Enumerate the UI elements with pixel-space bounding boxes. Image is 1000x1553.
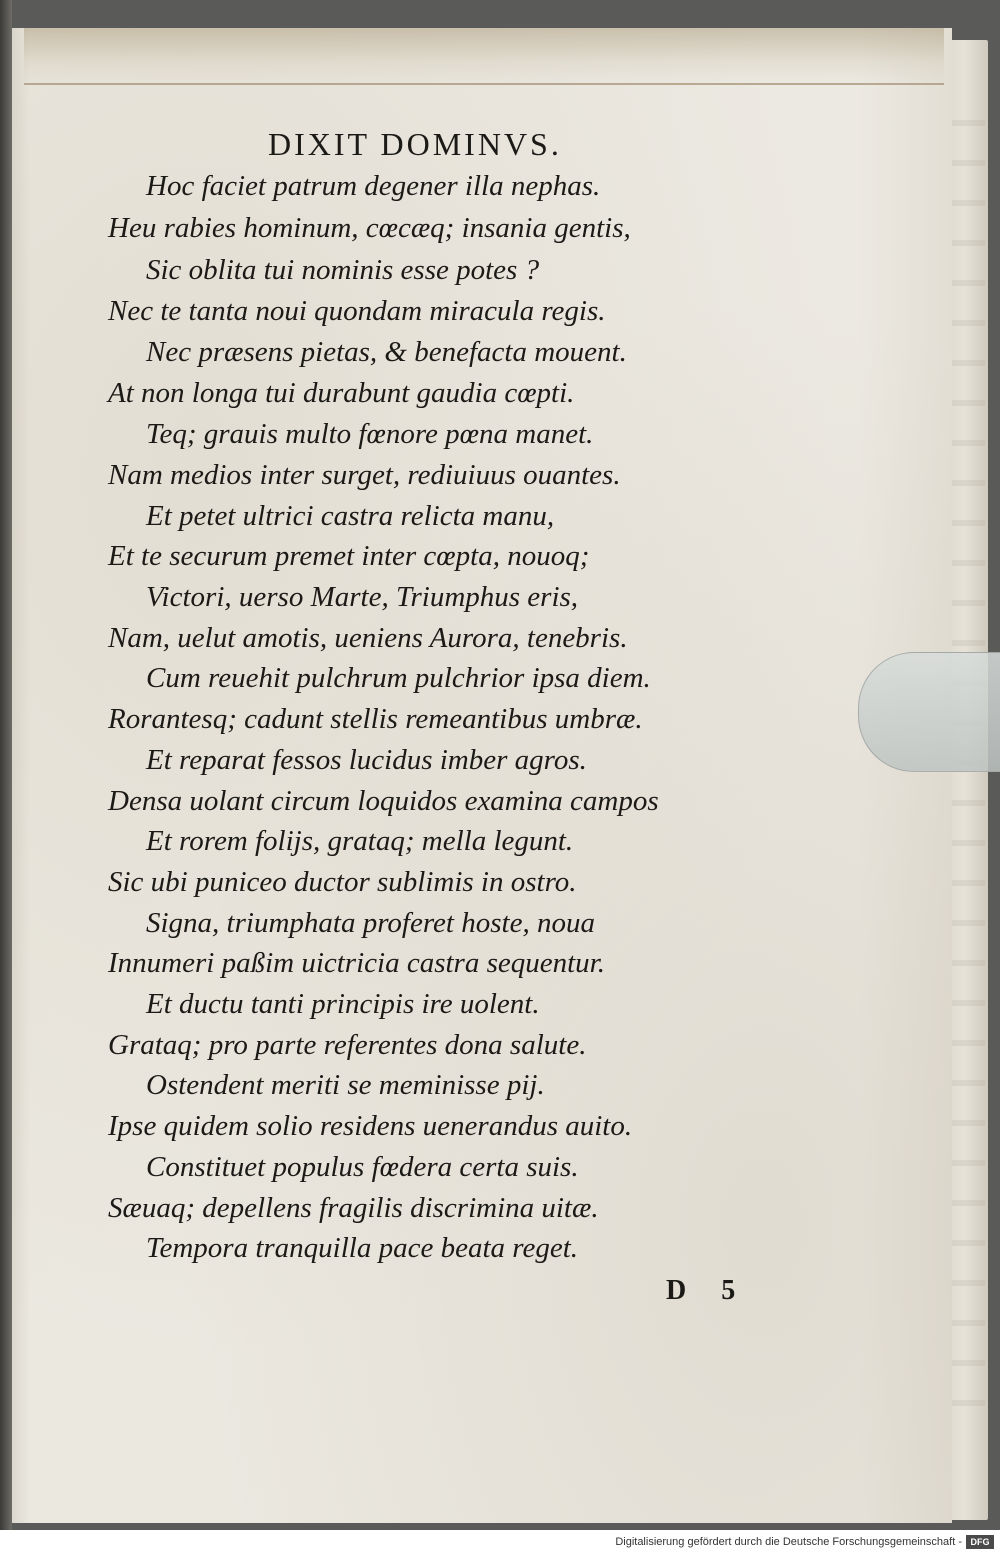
verse-line: Nam, uelut amotis, ueniens Aurora, tenebris. <box>108 622 628 654</box>
signature-mark: D 5 <box>666 1275 750 1306</box>
verse-line: Nec præsens pietas, & benefacta mouent. <box>146 336 627 368</box>
verse-line: Ostendent meriti se meminisse pij. <box>146 1069 545 1101</box>
verse-line: Victori, uerso Marte, Triumphus eris, <box>146 581 579 613</box>
verse-line: Sic oblita tui nominis esse potes ? <box>146 254 540 286</box>
verse-line: Teq; grauis multo fœnore pœna manet. <box>146 418 594 450</box>
verse-line: Innumeri paßim uictricia castra sequentur. <box>108 947 605 979</box>
verse-line: Et te securum premet inter cœpta, nouoq; <box>108 540 590 572</box>
running-header: DIXIT DOMINVS. <box>268 126 562 162</box>
verse-line: Rorantesq; cadunt stellis remeantibus umbræ. <box>108 703 643 735</box>
verse-line: Signa, triumphata proferet hoste, noua <box>146 907 595 939</box>
verse-line: Et petet ultrici castra relicta manu, <box>146 500 555 532</box>
verse-line: Hoc faciet patrum degener illa nephas. <box>146 170 601 202</box>
verse-line: Sic ubi puniceo ductor sublimis in ostro. <box>108 866 577 898</box>
verse-line: Nam medios inter surget, rediuiuus ouantes. <box>108 459 621 491</box>
verse-line: Et rorem folijs, grataq; mella legunt. <box>146 825 574 857</box>
verse-line: Tempora tranquilla pace beata reget. <box>146 1232 579 1264</box>
verse-line: Ipse quidem solio residens uenerandus auito. <box>108 1110 633 1142</box>
verse-line: Cum reuehit pulchrum pulchrior ipsa diem. <box>146 662 651 694</box>
verse-line: Constituet populus fœdera certa suis. <box>146 1151 579 1183</box>
verse-line: Densa uolant circum loquidos examina campos <box>108 785 659 817</box>
dfg-logo-icon: DFG <box>966 1535 994 1549</box>
verse-line: Grataq; pro parte referentes dona salute. <box>108 1029 587 1061</box>
verse-line: Et reparat fessos lucidus imber agros. <box>146 744 587 776</box>
verse-line: Heu rabies hominum, cœcæq; insania gentis, <box>108 212 631 244</box>
verse-line: Nec te tanta noui quondam miracula regis. <box>108 295 606 327</box>
verse-line: Et ductu tanti principis ire uolent. <box>146 988 540 1020</box>
funding-credit: Digitalisierung gefördert durch die Deutsche Forschungsgemeinschaft - <box>615 1536 962 1548</box>
verse-line: At non longa tui durabunt gaudia cœpti. <box>108 377 575 409</box>
verse-line: Sæuaq; depellens fragilis discrimina uitæ. <box>108 1192 599 1224</box>
